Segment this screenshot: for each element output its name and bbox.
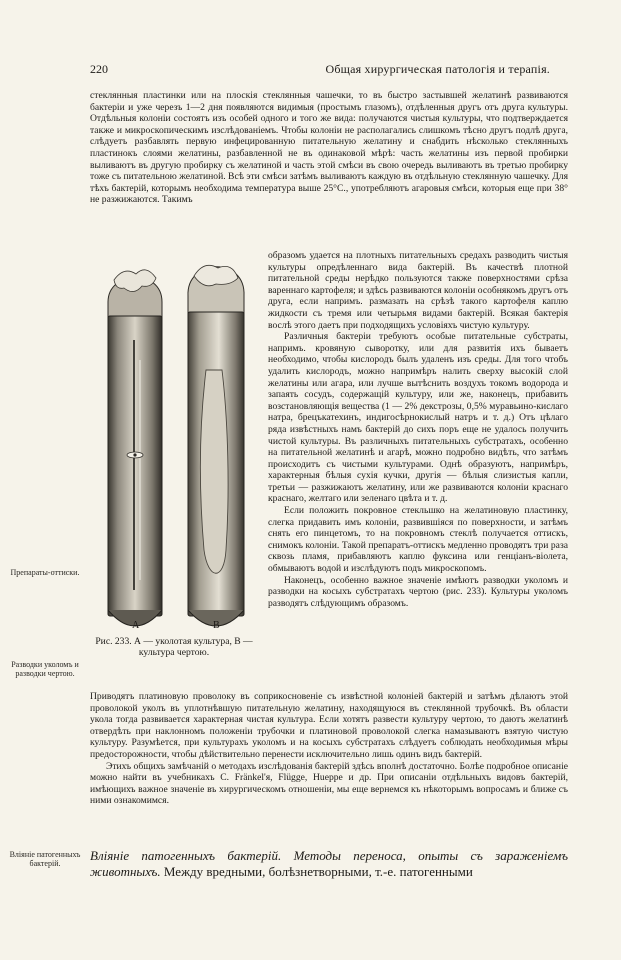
margin-note-stab-cultures: Разводки уколомъ и разводки чертою.	[11, 660, 79, 678]
section-heading-tail: Между вредными, болѣзнетворными, т.-е. патогенными	[163, 863, 473, 879]
margin-note-influence: Вліяніе патогенныхъ бактерій.	[9, 850, 81, 868]
paragraph: Этихъ общихъ замѣчаній о методахъ изслѣдованія бактерій здѣсь вполнѣ достаточно. Болѣе подробное описаніе можно найти въ учебникахъ C. Fränkel'я, Flügge, Hueppe и др. При описаніи отдѣльныхъ видовъ бактерій, имѣющихъ важное значеніе въ хирургическомъ отношеніи, мы еще вернемся къ нѣкоторымъ вопросамъ и ближе съ ними ознакомимся.	[90, 760, 568, 807]
figure-label-b: B	[213, 620, 220, 631]
paragraph: Наконецъ, особенно важное значеніе имѣютъ разводки уколомъ и разводки на косыхъ субстратахъ чертою (рис. 233). Культуры уколомъ разводятъ слѣдующимъ образомъ.	[268, 574, 568, 609]
page-number: 220	[90, 62, 108, 76]
figure-caption: Рис. 233. А — уколотая культура, В — культура чертою.	[95, 636, 253, 658]
paragraph: образомъ удается на плотныхъ питательныхъ средахъ разводить чистыя культуры опредѣленнаго вида бактерій. Въ качествѣ плотной питательной среды нерѣдко пользуются также поверхностями срѣза вареннаго картофеля; и здѣсь развиваются колоніи особнякомъ другъ отъ друга, если напримъ. размазать на срѣзѣ такого картофеля каплю жидкости съ тремя или четырьмя видами бактерій. Всякая бактерія вослѣ этого даетъ при подходящихъ условіяхъ чистую культуру.	[268, 250, 569, 331]
margin-note-impressions: Препараты-оттиски.	[10, 568, 80, 577]
text-block-top	[90, 90, 568, 206]
section-heading: Вліяніе патогенныхъ бактерій. Методы переноса, опыты съ зараженіемъ животныхъ.	[90, 848, 568, 879]
page-header	[90, 62, 568, 78]
paragraph: Приводятъ платиновую проволоку въ соприкосновеніе съ извѣстной колоніей бактерій и затѣмъ дѣлаютъ этой проволокой уколъ въ уплотнѣвшую питательную желатину, находящуюся въ стеклянной трубочкѣ. Въ области укола тогда развивается характерная чистая культура. Если хотятъ развести культуру чертою, то даютъ желатинѣ отвердѣть при наклонномъ положеніи трубочки и платиновой проволокой слегка намазываютъ взятую чистую культуру. Разумѣется, при культурахъ уколомъ и на косыхъ субстратахъ слѣдуетъ соблюдать необходимыя мѣры предосторожности, чтобы дѣйствительно перенести исключительно лишь одинъ видъ бактерій.	[90, 691, 568, 760]
text-block-right-column	[268, 250, 568, 609]
figure-233	[90, 250, 265, 680]
tube-a	[108, 270, 162, 626]
running-title: Общая хирургическая патологія и терапія.	[325, 62, 550, 76]
paragraph: Если положить покровное стекльшко на желатиновую пластинку, слегка придавить имъ колоніи, развившіяся по поверхности, и затѣмъ снять его пинцетомъ, то на покровномъ стеклѣ получается оттискъ, снимокъ колоніи. Такой препаратъ-оттискъ медленно проводятъ три раза сквозь пламя, прибавляютъ каплю фуксина или генціанъ-віолета, обмываютъ водой и изслѣдуютъ подъ микроскопомъ.	[268, 505, 568, 575]
tube-b	[188, 265, 244, 626]
section-heading-block	[90, 848, 568, 879]
paragraph: Различныя бактеріи требуютъ особые питательные субстраты, напримъ. кровяную сыворотку, или для развитія ихъ бываетъ необходимо, чтобы кислородъ былъ удаленъ изъ среды. Для того чтобъ удалить кислородъ, можно напримѣръ налить сверху высокій слой желатины или агара, или лучше вытѣснить воздухъ токомъ водорода и запаять сосудъ, содержащій культуру, или же, наконецъ, прибавить возстановляющія вещества (1 — 2% декстрозы, 0,5% муравьино-кислаго натра, брецъкатехинъ, индигосѣрнокислый натръ и т. д.) Отъ цѣлаго ряда извѣстныхъ намъ бактерій до сихъ поръ еще не удалось получить чистой культуры. Въ различныхъ питательныхъ субстратахъ, особенно на питательной желатинѣ и агарѣ, можно подробно видѣть, что затѣмъ происходитъ съ чистыми культурами. Однѣ образуютъ, напримѣръ, характерныя бѣлыя сухія кучки, другія — бѣлыя слизистыя капли, третьи — разжижаютъ желатину, или же развиваются колоніи краснаго краснаго, желтаго или зеленаго цвѣта и т. д.	[268, 331, 568, 505]
figure-label-a: A	[132, 620, 140, 631]
paragraph: стеклянныя пластинки или на плоскія стеклянныя чашечки, то въ быстро застывшей желатинѣ развиваются бактеріи и уже черезъ 1—2 дня появляются видимыя (простымъ глазомъ), отдѣленныя другъ отъ друга культуры. Отдѣльныя колоніи состоятъ изъ особей одного и того же вида: получаются чистыя культуры, что подтверждается также и микроскопическимъ изслѣдованіемъ. Чтобы колоніи не располагались слишкомъ тѣсно другъ подлѣ друга, слѣдуетъ разбавлять первую инфецированную питательную желатину и снабдить нѣсколько стеклянныхъ пластинокъ слоями желатины, разбавленной не въ одинаковой мѣрѣ: часть желатины изъ первой пробирки выливаютъ въ другую пробирку съ желатиной и часть этой смѣси въ свою очередь выливаютъ въ третью пробирку тоже съ питательною желатиной. Всѣ эти смѣси затѣмъ выливаютъ каждую въ отдѣльную стеклянную чашечку. Для тѣхъ бактерій, которымъ необходима температура выше 25°С., употребляютъ агаровыя смѣси, которыя еще при 38° не разжижаются. Такимъ	[90, 90, 568, 206]
test-tubes-illustration	[90, 250, 265, 640]
text-block-bottom	[90, 691, 568, 807]
